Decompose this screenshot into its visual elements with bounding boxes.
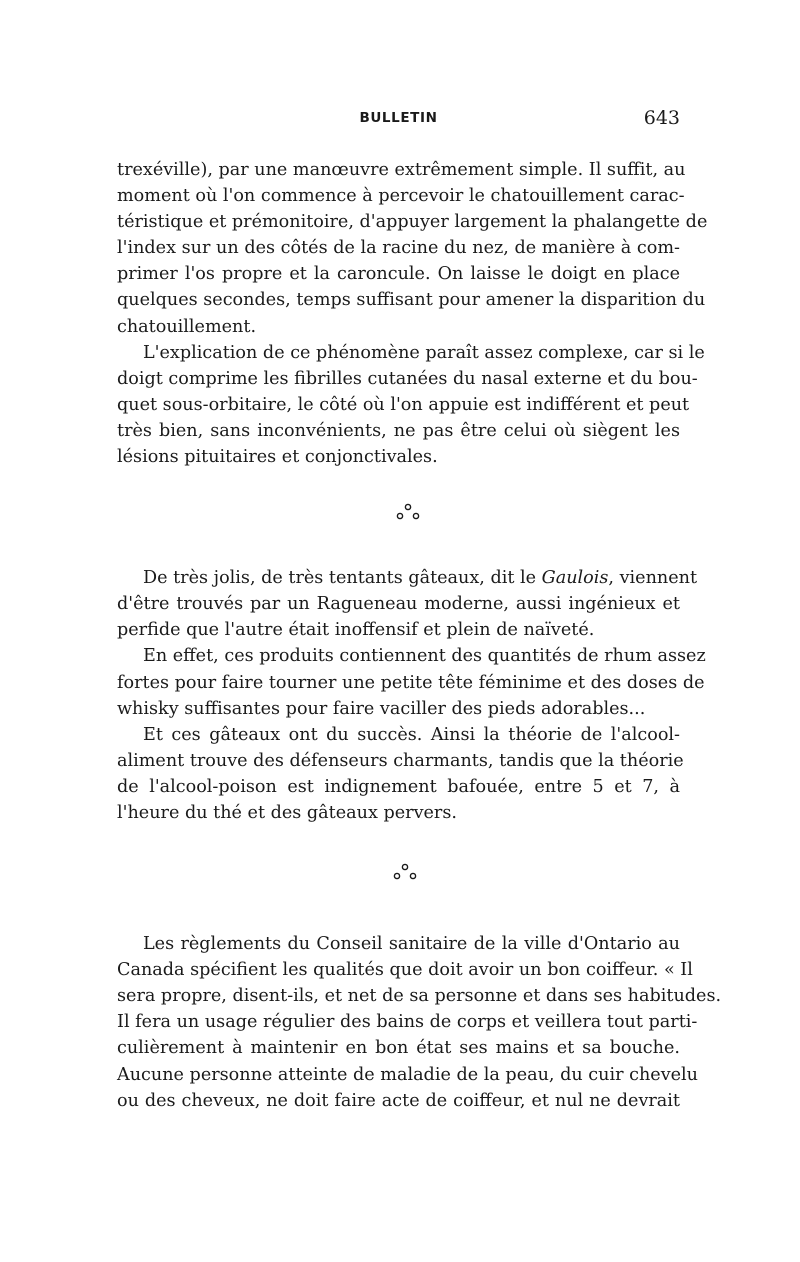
text-block-3 (117, 931, 722, 1114)
text-line: Aucune personne atteinte de maladie de la peau, du cuir chevelu (117, 1064, 699, 1085)
text-line: ou des cheveux, ne doit faire acte de coiffeur, et nul ne devrait (117, 1090, 680, 1111)
text-line: chatouillement. (117, 316, 257, 337)
text-line: En effet, ces produits contiennent des quantités de rhum assez (143, 646, 706, 667)
text-line: quelques secondes, temps suffisant pour amener la disparition du (117, 290, 706, 311)
text-block-2 (117, 565, 706, 826)
header-title: BULLETIN (359, 110, 438, 126)
text-line: trexéville), par une manœuvre extrêmement simple. Il suffit, au (117, 160, 686, 180)
text-line: l'index sur un des côtés de la racine du nez, de manière à com- (117, 238, 680, 259)
text-block-1 (117, 157, 708, 470)
section-separator (117, 470, 680, 565)
text-line: primer l'os propre et la caroncule. On laisse le doigt en place (117, 264, 680, 285)
text-line: moment où l'on commence à percevoir le chatouillement carac- (117, 186, 685, 207)
page-number: 643 (643, 107, 680, 129)
italic-title: Gaulois (541, 568, 609, 589)
text-line: doigt comprime les fibrilles cutanées du nasal externe et du bou- (117, 368, 698, 389)
text-line: de l'alcool-poison est indignement bafouée, entre 5 et 7, à (117, 776, 680, 797)
running-header (117, 107, 680, 138)
page (117, 107, 722, 1114)
text-line: sera propre, disent-ils, et net de sa personne et dans ses habitudes. (117, 986, 722, 1007)
text-line: Et ces gâteaux ont du succès. Ainsi la théorie de l'alcool- (143, 724, 680, 745)
text-fragment: De très jolis, de très tentants gâteaux, dit le (143, 568, 542, 589)
text-line: culièrement à maintenir en bon état ses mains et sa bouche. (117, 1038, 680, 1059)
text-line: L'explication de ce phénomène paraît assez complexe, car si le (143, 342, 705, 363)
text-line: fortes pour faire tourner une petite tête féminime et des doses de (117, 672, 705, 693)
text-line: lésions pituitaires et conjonctivales. (117, 447, 438, 468)
text-fragment: , viennent (608, 568, 698, 589)
text-line: Les règlements du Conseil sanitaire de la ville d'Ontario au (143, 934, 680, 955)
text-line: whisky suffisantes pour faire vaciller des pieds adorables... (117, 698, 646, 719)
text-line: quet sous-orbitaire, le côté où l'on appuie est indifférent et peut (117, 394, 690, 415)
asterism-icon (393, 501, 423, 523)
text-line: très bien, sans inconvénients, ne pas être celui où siègent les (117, 420, 680, 441)
text-line: Canada spécifient les qualités que doit avoir un bon coiffeur. « Il (117, 960, 693, 981)
text-line: Il fera un usage régulier des bains de corps et veillera tout parti- (117, 1012, 698, 1033)
text-line: aliment trouve des défenseurs charmants, tandis que la théorie (117, 750, 684, 771)
asterism-icon (390, 861, 420, 883)
section-separator (117, 826, 680, 931)
text-line (117, 565, 698, 591)
text-line: d'être trouvés par un Ragueneau moderne, aussi ingénieux et (117, 594, 680, 615)
text-line: téristique et prémonitoire, d'appuyer largement la phalangette de (117, 212, 708, 233)
text-line: l'heure du thé et des gâteaux pervers. (117, 802, 457, 823)
text-line: perfide que l'autre était inoffensif et plein de naïveté. (117, 620, 595, 641)
